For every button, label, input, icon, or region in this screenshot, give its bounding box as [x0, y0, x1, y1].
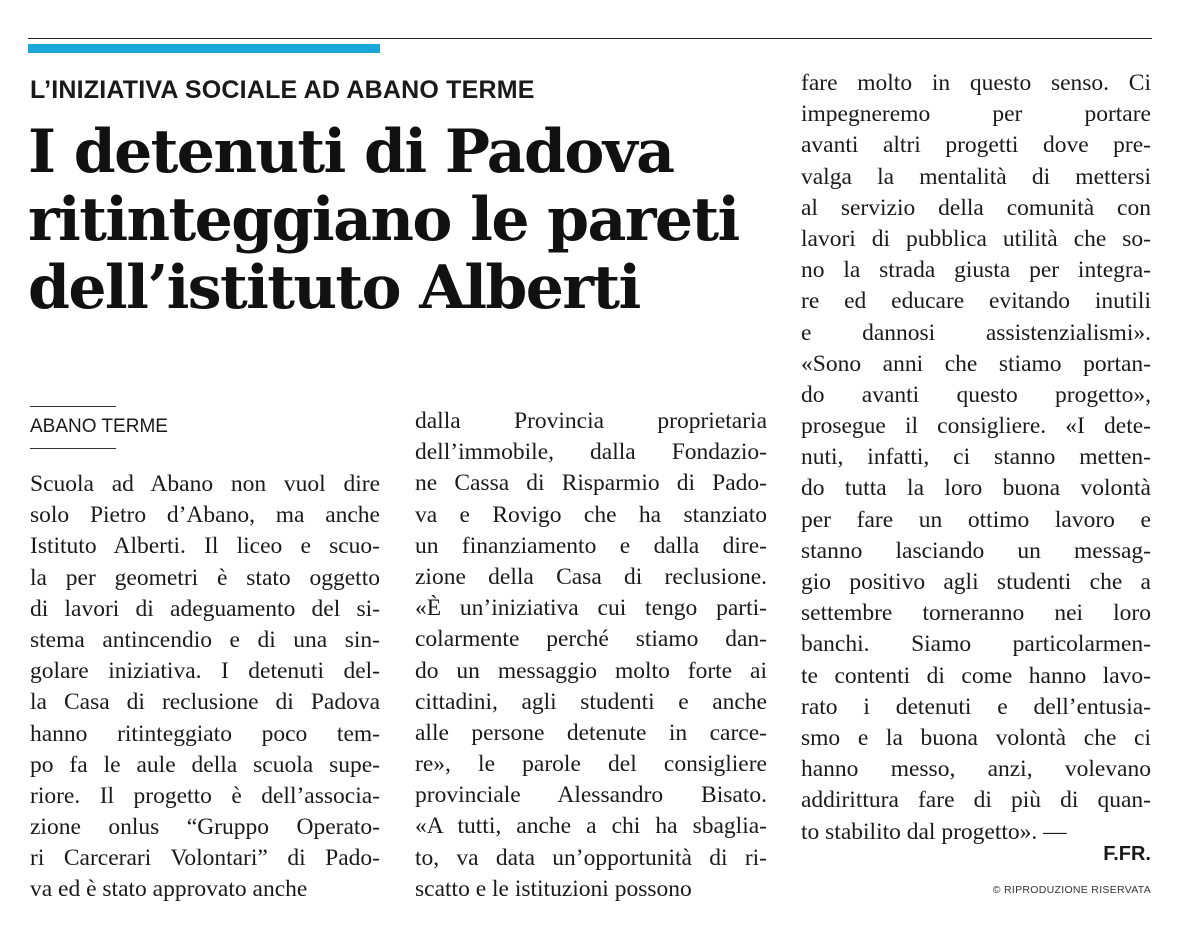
- text-line: impegneremo per portare: [801, 101, 1151, 128]
- text-line: la Casa di reclusione di Padova: [30, 689, 380, 716]
- text-line: do avanti questo progetto»,: [801, 381, 1151, 408]
- text-line: avanti altri progetti dove pre-: [801, 132, 1151, 159]
- text-line: no la strada giusta per integra-: [801, 257, 1151, 284]
- text-line: «A tutti, anche a chi ha sbaglia-: [415, 813, 767, 840]
- text-line: cittadini, agli studenti e anche: [415, 688, 767, 715]
- text-line: un finanziamento e dalla dire-: [415, 532, 767, 559]
- text-line: do un messaggio molto forte ai: [415, 657, 767, 684]
- text-line: golare iniziativa. I detenuti del-: [30, 658, 380, 685]
- text-line: dalla Provincia proprietaria: [415, 408, 767, 434]
- text-line: va ed è stato approvato anche: [30, 876, 308, 903]
- text-line: prosegue il consigliere. «I dete-: [801, 413, 1151, 440]
- text-line: settembre torneranno nei loro: [801, 600, 1151, 627]
- text-line: colarmente perché stiamo dan-: [415, 626, 767, 653]
- text-line: per fare un ottimo lavoro e: [801, 506, 1151, 533]
- text-line: di lavori di adeguamento del si-: [30, 595, 380, 622]
- text-line: la per geometri è stato oggetto: [30, 564, 380, 591]
- text-line: smo e la buona volontà che ci: [801, 724, 1151, 751]
- text-line: solo Pietro d’Abano, ma anche: [30, 502, 380, 529]
- text-line: gio positivo agli studenti che a: [801, 569, 1151, 595]
- text-line: Istituto Alberti. Il liceo e scuo-: [30, 533, 380, 560]
- text-line: to, va data un’opportunità di ri-: [415, 844, 767, 871]
- text-line: e dannosi assistenzialismi».: [801, 319, 1151, 346]
- dateline-rule: [30, 448, 116, 449]
- text-line: dell’immobile, dalla Fondazio-: [415, 439, 767, 466]
- text-line: riore. Il progetto è dell’associa-: [30, 782, 380, 809]
- text-line: rato i detenuti e dell’entusia-: [801, 693, 1151, 720]
- article-column-3: [801, 68, 1151, 848]
- text-line: al servizio della comunità con: [801, 194, 1151, 221]
- text-line: alle persone detenute in carce-: [415, 719, 767, 746]
- text-line: fare molto in questo senso. Ci: [801, 70, 1151, 96]
- text-line: lavori di pubblica utilità che so-: [801, 225, 1151, 252]
- text-line: hanno messo, anzi, volevano: [801, 756, 1151, 783]
- text-line: ne Cassa di Risparmio di Pado-: [415, 470, 767, 497]
- text-line: stanno lasciando un messag-: [801, 537, 1151, 564]
- text-line: nuti, infatti, ci stanno metten-: [801, 444, 1151, 471]
- text-line: provinciale Alessandro Bisato.: [415, 782, 767, 809]
- text-line: «Sono anni che stiamo portan-: [801, 350, 1151, 377]
- text-line: to stabilito dal progetto». —: [801, 818, 1067, 845]
- text-line: stema antincendio e di una sin-: [30, 626, 380, 653]
- article-column-2: [415, 406, 767, 905]
- text-line: re», le parole del consigliere: [415, 751, 767, 778]
- accent-bar: [28, 44, 380, 53]
- headline-line: ritinteggiano le pareti: [28, 185, 739, 255]
- text-line: zione della Casa di reclusione.: [415, 563, 767, 590]
- text-line: zione onlus “Gruppo Operato-: [30, 814, 380, 841]
- text-line: Scuola ad Abano non vuol dire: [30, 471, 380, 497]
- top-rule: [28, 38, 1152, 39]
- text-line: te contenti di come hanno lavo-: [801, 662, 1151, 689]
- dateline-rule: [30, 406, 116, 407]
- text-line: ri Carcerari Volontari” di Pado-: [30, 845, 380, 872]
- text-line: po fa le aule della scuola supe-: [30, 751, 380, 778]
- headline-line: I detenuti di Padova: [28, 117, 674, 187]
- article-column-1: [30, 469, 380, 906]
- copyright-notice: © RIPRODUZIONE RISERVATA: [992, 884, 1151, 896]
- text-line: hanno ritinteggiato poco tem-: [30, 720, 380, 747]
- dateline: ABANO TERME: [30, 416, 168, 437]
- headline-line: dell’istituto Alberti: [28, 253, 640, 323]
- text-line: banchi. Siamo particolarmen-: [801, 631, 1151, 658]
- author-signature: F.FR.: [1103, 843, 1151, 865]
- text-line: do tutta la loro buona volontà: [801, 475, 1151, 502]
- text-line: valga la mentalità di mettersi: [801, 163, 1151, 190]
- text-line: addirittura fare di più di quan-: [801, 787, 1151, 814]
- headline: [28, 118, 768, 322]
- text-line: va e Rovigo che ha stanziato: [415, 501, 767, 528]
- text-line: scatto e le istituzioni possono: [415, 875, 692, 902]
- kicker: L’INIZIATIVA SOCIALE AD ABANO TERME: [30, 76, 535, 104]
- text-line: «È un’iniziativa cui tengo parti-: [415, 595, 767, 622]
- text-line: re ed educare evitando inutili: [801, 288, 1151, 315]
